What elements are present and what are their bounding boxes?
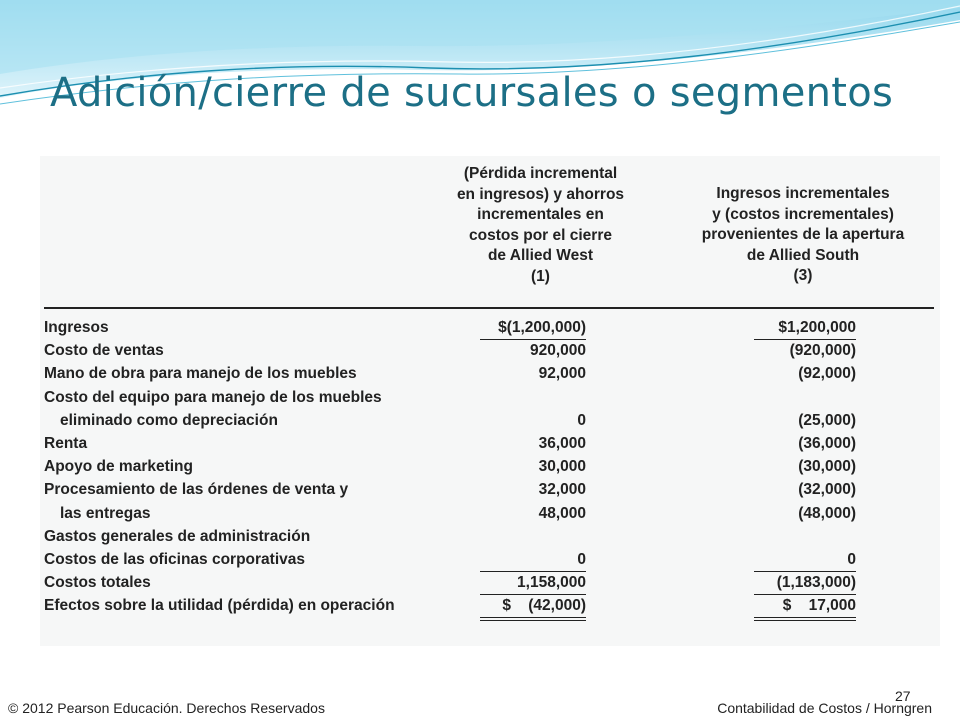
header-line: provenientes de la apertura <box>701 226 905 243</box>
row-label: Gastos generales de administración <box>44 527 311 545</box>
value-allied-south: (30,000) <box>798 458 856 476</box>
table-row <box>40 316 940 339</box>
value-allied-west: 920,000 <box>529 342 586 360</box>
header-line: costos por el cierre <box>468 226 612 244</box>
table-row <box>40 339 940 362</box>
table-row <box>40 386 940 409</box>
row-label: eliminado como depreciación <box>60 411 278 429</box>
value-allied-south: (92,000) <box>798 365 856 383</box>
header-line: de Allied West <box>487 247 594 264</box>
header-line: Ingresos incrementales <box>716 185 890 202</box>
row-label: Ingresos <box>44 319 109 336</box>
table-row <box>40 571 940 594</box>
value-allied-south: 0 <box>754 548 856 572</box>
row-label: Efectos sobre la utilidad (pérdida) en operación <box>44 597 395 615</box>
value-allied-west: 92,000 <box>538 365 586 383</box>
row-label: las entregas <box>60 504 151 522</box>
value-allied-west: 48,000 <box>538 504 586 522</box>
row-label: Costo del equipo para manejo de los muebles <box>44 388 382 406</box>
table-row <box>40 455 940 478</box>
value-allied-south: (920,000) <box>789 342 856 360</box>
value-allied-south: (25,000) <box>798 411 856 429</box>
value-allied-south: (36,000) <box>798 434 856 452</box>
book-footer: Contabilidad de Costos / Horngren <box>717 700 932 716</box>
table-row <box>40 594 940 617</box>
header-line: y (costos incrementales) <box>712 205 894 223</box>
column-header-closing-allied-west <box>428 164 653 287</box>
row-label: Renta <box>44 434 88 452</box>
header-line: de Allied South <box>746 246 860 264</box>
copyright-footer: © 2012 Pearson Educación. Derechos Reservados <box>8 700 325 716</box>
slide-title: Adición/cierre de sucursales o segmentos <box>50 70 894 116</box>
row-label: Costos totales <box>44 574 151 592</box>
row-label: Procesamiento de las órdenes de venta y <box>44 481 349 499</box>
row-label: Mano de obra para manejo de los muebles <box>44 365 357 383</box>
value-allied-south: $1,200,000 <box>754 316 856 340</box>
value-allied-south: (32,000) <box>798 481 856 499</box>
header-line: en ingresos) y ahorros <box>456 185 625 203</box>
value-allied-west: 36,000 <box>538 434 586 452</box>
row-label: Apoyo de marketing <box>44 458 193 476</box>
table-row <box>40 548 940 571</box>
table-body <box>40 316 940 617</box>
table-row <box>40 478 940 501</box>
value-allied-west: 0 <box>577 411 586 429</box>
row-label: Costos de las oficinas corporativas <box>44 550 306 568</box>
value-allied-west: 30,000 <box>538 458 586 476</box>
header-divider <box>44 307 934 309</box>
table-row <box>40 409 940 432</box>
row-label: Costo de ventas <box>44 342 164 360</box>
table-row <box>40 525 940 548</box>
incremental-analysis-table <box>40 156 940 646</box>
value-allied-west: 32,000 <box>538 481 586 499</box>
header-line: (1) <box>531 267 550 285</box>
page-number: 27 <box>895 688 911 704</box>
value-allied-south: (48,000) <box>798 504 856 522</box>
table-row <box>40 362 940 385</box>
value-allied-south: (1,183,000) <box>754 571 856 595</box>
value-allied-west: 1,158,000 <box>480 571 586 595</box>
value-allied-west: $(1,200,000) <box>480 316 586 340</box>
column-header-opening-allied-south <box>673 184 933 287</box>
header-line: (3) <box>793 267 813 284</box>
table-row <box>40 432 940 455</box>
value-allied-south: $ 17,000 <box>754 594 856 621</box>
table-row <box>40 502 940 525</box>
header-line: (Pérdida incremental <box>463 165 618 182</box>
value-allied-west: $ (42,000) <box>480 594 586 621</box>
value-allied-west: 0 <box>480 548 586 572</box>
header-line: incrementales en <box>477 206 604 223</box>
